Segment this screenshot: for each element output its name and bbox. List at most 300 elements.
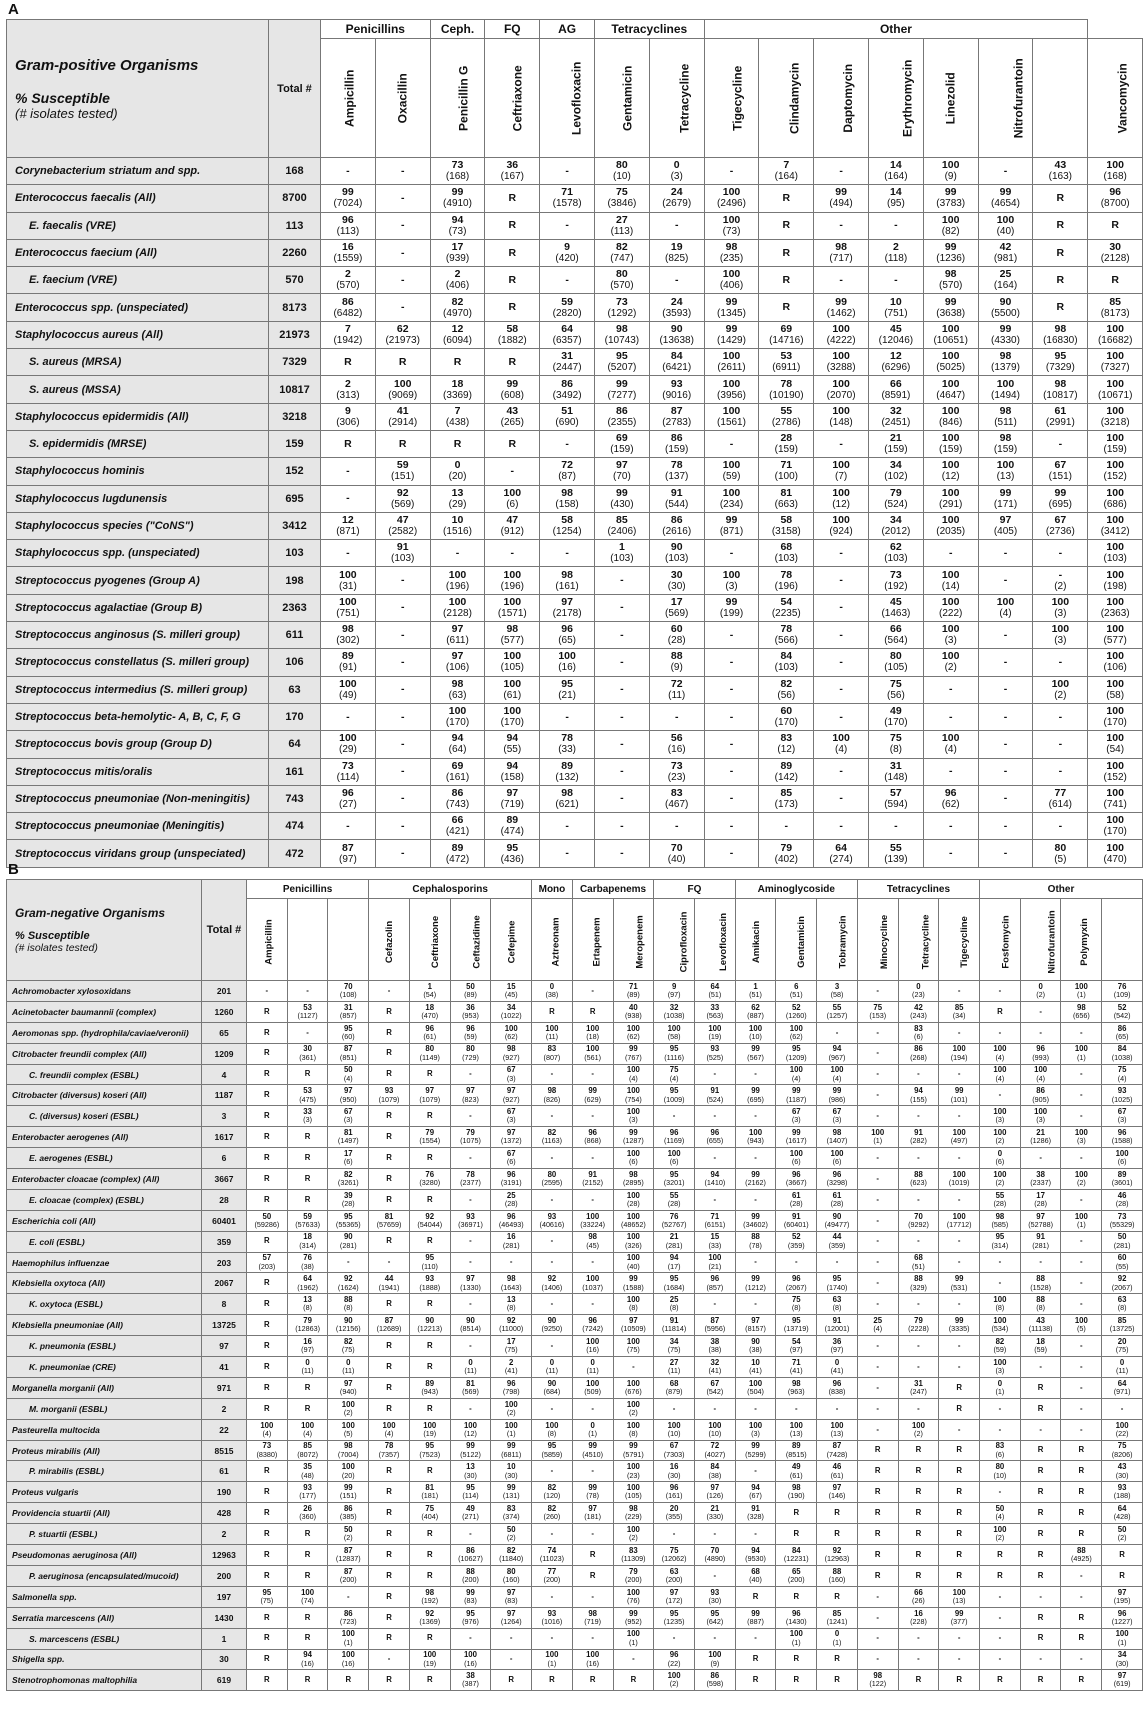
susceptibility-cell — [409, 1461, 450, 1482]
isolates-tested: (8072) — [297, 1449, 318, 1459]
percent-susceptible: 31 — [890, 759, 902, 772]
isolate-total: 190 — [202, 1482, 247, 1503]
susceptibility-cell — [704, 758, 759, 785]
percent-susceptible: R — [304, 1194, 311, 1204]
susceptibility-cell — [450, 1377, 491, 1398]
susceptibility-cell — [328, 1440, 369, 1461]
percent-susceptible: 97 — [506, 1587, 516, 1597]
susceptibility-cell — [776, 1022, 817, 1043]
isolates-tested: (4027) — [704, 1449, 726, 1459]
percent-susceptible: 61 — [791, 1190, 801, 1200]
isolates-tested: (14716) — [769, 334, 804, 346]
susceptibility-cell — [572, 1398, 613, 1419]
susceptibility-cell — [491, 981, 532, 1002]
isolates-tested: (598) — [706, 1679, 724, 1689]
isolates-tested: (76) — [626, 1595, 640, 1605]
percent-susceptible: 79 — [914, 1316, 923, 1326]
percent-susceptible: R — [997, 1006, 1003, 1016]
susceptibility-cell — [898, 1001, 939, 1022]
susceptibility-cell — [450, 1043, 491, 1064]
isolates-tested: (3) — [1036, 1115, 1046, 1125]
susceptibility-cell — [817, 1545, 858, 1566]
isolates-tested: (1286) — [1030, 1136, 1052, 1146]
percent-susceptible: 100 — [722, 486, 741, 499]
susceptibility-cell — [776, 1419, 817, 1440]
percent-susceptible: 50 — [995, 1504, 1005, 1514]
percent-susceptible: - — [957, 1340, 961, 1350]
susceptibility-cell — [572, 981, 613, 1002]
susceptibility-cell — [572, 1085, 613, 1106]
percent-susceptible: 71 — [561, 186, 573, 199]
isolates-tested: (4970) — [443, 307, 472, 319]
susceptibility-cell — [1061, 1001, 1102, 1022]
percent-susceptible: 98 — [832, 1128, 842, 1138]
susceptibility-cell — [491, 1586, 532, 1607]
percent-susceptible: 100 — [260, 1420, 274, 1430]
percent-susceptible: 94 — [451, 213, 464, 226]
susceptibility-cell — [450, 1565, 491, 1586]
antibiotic-class-header-row — [7, 20, 1143, 39]
isolates-tested: (148) — [884, 771, 908, 783]
susceptibility-cell — [654, 1482, 695, 1503]
susceptibility-cell — [654, 1022, 695, 1043]
percent-susceptible: 24 — [670, 186, 683, 199]
isolates-tested: (16830) — [1043, 334, 1078, 346]
percent-susceptible: 96 — [710, 1128, 720, 1138]
susceptibility-cell — [287, 1043, 328, 1064]
isolates-tested: (1962) — [297, 1282, 318, 1292]
antibiotic-name: Vancomycin — [1116, 63, 1130, 134]
percent-susceptible: 83 — [780, 732, 793, 745]
susceptibility-cell — [704, 622, 759, 649]
percent-susceptible: 93 — [710, 1587, 720, 1597]
susceptibility-cell — [328, 1043, 369, 1064]
isolates-tested: (75) — [260, 1595, 274, 1605]
percent-susceptible: 96 — [669, 1128, 679, 1138]
percent-susceptible: 98 — [1054, 377, 1067, 390]
organism-row — [7, 512, 1143, 539]
susceptibility-cell — [869, 185, 924, 212]
percent-susceptible: R — [386, 1570, 392, 1580]
isolates-tested: (1) — [506, 1428, 516, 1438]
antibiotic-header — [613, 899, 654, 981]
susceptibility-cell — [923, 676, 978, 703]
percent-susceptible: R — [426, 1194, 433, 1204]
isolate-total: 1617 — [202, 1127, 247, 1148]
organism-row — [7, 376, 1143, 403]
isolates-tested: (2) — [506, 1407, 516, 1417]
susceptibility-cell — [328, 1148, 369, 1169]
antibiotic-header — [1033, 39, 1088, 158]
susceptibility-cell — [980, 1586, 1021, 1607]
percent-susceptible: 100 — [1051, 623, 1070, 636]
susceptibility-cell — [532, 1064, 573, 1085]
isolates-tested: (8206) — [1111, 1449, 1133, 1459]
susceptibility-cell — [817, 1189, 858, 1210]
susceptibility-cell — [450, 1586, 491, 1607]
percent-susceptible: 31 — [561, 350, 573, 363]
organism-name: Enterococcus faecalis (All) — [7, 185, 269, 212]
isolates-tested: (10817) — [1043, 389, 1078, 401]
susceptibility-cell — [485, 403, 540, 430]
susceptibility-cell — [375, 785, 430, 812]
antibiotic-header — [328, 899, 369, 981]
percent-susceptible: 100 — [558, 650, 576, 663]
organism-row — [7, 813, 1143, 840]
susceptibility-cell — [595, 321, 650, 348]
susceptibility-cell — [817, 1377, 858, 1398]
isolates-tested: (30) — [667, 580, 686, 592]
isolates-tested: (420) — [555, 253, 579, 265]
susceptibility-cell — [247, 1001, 288, 1022]
susceptibility-cell — [923, 758, 978, 785]
percent-susceptible: 84 — [710, 1462, 720, 1472]
susceptibility-cell — [857, 1231, 898, 1252]
susceptibility-cell — [613, 1231, 654, 1252]
susceptibility-cell — [649, 185, 704, 212]
isolates-tested: (629) — [584, 1094, 602, 1104]
percent-susceptible: 96 — [1036, 1044, 1045, 1054]
isolates-tested: (690) — [555, 416, 579, 428]
isolates-tested: (5299) — [745, 1449, 766, 1459]
percent-susceptible: R — [386, 1069, 392, 1079]
percent-susceptible: - — [400, 601, 405, 614]
susceptibility-cell — [776, 1649, 817, 1670]
isolates-tested: (12) — [832, 498, 850, 510]
isolates-tested: (887) — [747, 1010, 764, 1020]
isolates-tested: (4) — [944, 744, 957, 756]
susceptibility-cell — [491, 1670, 532, 1691]
susceptibility-cell — [898, 1607, 939, 1628]
percent-susceptible: - — [998, 1612, 1002, 1622]
percent-susceptible: 100 — [339, 568, 357, 581]
susceptibility-cell — [1088, 813, 1143, 840]
susceptibility-cell — [857, 1565, 898, 1586]
percent-susceptible: - — [957, 1257, 961, 1267]
susceptibility-cell — [654, 981, 695, 1002]
percent-susceptible: 96 — [832, 1378, 842, 1388]
susceptibility-cell — [654, 1565, 695, 1586]
isolates-tested: (663) — [774, 498, 798, 510]
percent-susceptible: 100 — [1106, 732, 1124, 745]
isolate-total: 1 — [202, 1628, 247, 1649]
susceptibility-cell — [654, 1127, 695, 1148]
percent-susceptible: 100 — [722, 377, 741, 390]
percent-susceptible: 99 — [725, 322, 738, 335]
percent-susceptible: 86 — [710, 1671, 720, 1681]
isolates-tested: (7327) — [1100, 362, 1130, 374]
percent-susceptible: 69 — [780, 322, 793, 335]
organism-row — [7, 1398, 1143, 1419]
isolates-tested: (170) — [884, 717, 908, 729]
susceptibility-cell — [532, 1043, 573, 1064]
percent-susceptible: 100 — [586, 1650, 600, 1660]
isolates-tested: (170) — [1103, 826, 1127, 838]
antibiotic-class-header: Other — [704, 20, 1088, 39]
percent-susceptible: 80 — [547, 1169, 557, 1179]
percent-susceptible: 100 — [626, 1023, 640, 1033]
susceptibility-cell — [869, 430, 924, 457]
isolates-tested: (131) — [502, 1491, 520, 1501]
percent-susceptible: 91 — [588, 1169, 597, 1179]
percent-susceptible: R — [304, 1528, 311, 1538]
isolates-tested: (95) — [887, 198, 905, 210]
susceptibility-cell — [654, 1440, 695, 1461]
susceptibility-cell — [595, 158, 650, 185]
susceptibility-cell — [817, 1565, 858, 1586]
susceptibility-cell — [572, 1586, 613, 1607]
susceptibility-cell — [540, 540, 595, 567]
percent-susceptible: 99 — [616, 486, 628, 499]
susceptibility-cell — [776, 1461, 817, 1482]
percent-susceptible: 99 — [466, 1587, 475, 1597]
susceptibility-cell — [898, 1169, 939, 1190]
percent-susceptible: R — [264, 1006, 270, 1016]
percent-susceptible: 99 — [343, 1483, 353, 1493]
percent-susceptible: 36 — [466, 1002, 475, 1012]
susceptibility-cell — [491, 1043, 532, 1064]
percent-susceptible: R — [344, 355, 352, 368]
susceptibility-cell — [980, 1461, 1021, 1482]
isolates-tested: (105) — [624, 1491, 642, 1501]
susceptibility-cell — [939, 1357, 980, 1378]
percent-susceptible: 100 — [789, 1023, 803, 1033]
percent-susceptible: R — [264, 1403, 270, 1413]
susceptibility-cell — [1061, 1043, 1102, 1064]
isolates-tested: (2) — [1117, 1533, 1127, 1543]
susceptibility-cell — [532, 1022, 573, 1043]
antibiotic-name: Aztreonam — [550, 916, 562, 967]
percent-susceptible: 15 — [506, 981, 516, 991]
percent-susceptible: R — [426, 1361, 433, 1371]
susceptibility-cell — [1033, 349, 1088, 376]
isolates-tested: (243) — [910, 1010, 927, 1020]
percent-susceptible: - — [565, 710, 569, 723]
susceptibility-cell — [613, 1336, 654, 1357]
susceptibility-cell — [287, 1607, 328, 1628]
susceptibility-cell — [759, 239, 814, 266]
percent-susceptible: - — [347, 1257, 350, 1267]
percent-susceptible: 96 — [506, 1378, 516, 1388]
isolates-tested: (10671) — [1097, 389, 1133, 401]
antibiotic-class-header: AG — [540, 20, 595, 39]
isolates-tested: (103) — [774, 553, 798, 565]
isolates-tested: (12062) — [661, 1554, 687, 1564]
percent-susceptible: 100 — [996, 377, 1015, 390]
percent-susceptible: R — [1078, 1528, 1085, 1538]
percent-susceptible: 59 — [396, 459, 409, 472]
percent-susceptible: - — [1080, 1361, 1083, 1371]
percent-susceptible: 76 — [1117, 981, 1127, 991]
percent-susceptible: 87 — [384, 1316, 394, 1326]
susceptibility-cell — [776, 1001, 817, 1022]
percent-susceptible: 87 — [343, 1566, 353, 1576]
percent-susceptible: 99 — [832, 1086, 842, 1096]
isolates-tested: (102) — [884, 471, 908, 483]
isolates-tested: (1462) — [826, 307, 856, 319]
isolates-tested: (1) — [791, 1637, 801, 1647]
percent-susceptible: 89 — [506, 814, 519, 827]
percent-susceptible: - — [1003, 655, 1008, 668]
isolate-total: 2 — [202, 1524, 247, 1545]
isolates-tested: (40) — [749, 1575, 762, 1585]
susceptibility-cell — [654, 1106, 695, 1127]
isolates-tested: (155) — [910, 1094, 927, 1104]
antibiotic-header — [409, 899, 450, 981]
percent-susceptible: 73 — [1117, 1211, 1127, 1221]
percent-susceptible: 88 — [343, 1295, 353, 1305]
susceptibility-cell — [450, 1524, 491, 1545]
percent-susceptible: - — [835, 1257, 839, 1267]
percent-susceptible: 28 — [780, 432, 793, 445]
susceptibility-cell — [247, 1670, 288, 1691]
susceptibility-cell — [1088, 594, 1143, 621]
percent-susceptible: R — [782, 219, 791, 232]
percent-susceptible: - — [1058, 437, 1063, 450]
percent-susceptible: 99 — [342, 186, 354, 199]
organism-row — [7, 294, 1143, 321]
susceptibility-cell — [1088, 676, 1143, 703]
susceptibility-cell — [540, 430, 595, 457]
isolates-tested: (5859) — [541, 1449, 563, 1459]
isolates-tested: (2) — [944, 662, 957, 674]
susceptibility-cell — [450, 1064, 491, 1085]
susceptibility-cell — [321, 622, 376, 649]
susceptibility-cell — [1020, 1148, 1061, 1169]
percent-susceptible: - — [1080, 1654, 1083, 1664]
susceptibility-cell — [409, 1357, 450, 1378]
susceptibility-cell — [759, 676, 814, 703]
isolates-tested: (97) — [830, 1345, 844, 1355]
percent-susceptible: - — [591, 1528, 594, 1538]
percent-susceptible: - — [917, 1654, 920, 1664]
susceptibility-cell — [287, 1085, 328, 1106]
susceptibility-cell — [287, 1189, 328, 1210]
susceptibility-cell — [375, 158, 430, 185]
percent-susceptible: - — [754, 1194, 757, 1204]
susceptibility-cell — [978, 731, 1033, 758]
susceptibility-cell — [898, 1273, 939, 1294]
susceptibility-cell — [485, 703, 540, 730]
percent-susceptible: R — [997, 1570, 1003, 1580]
percent-susceptible: 53 — [303, 1002, 312, 1012]
susceptibility-cell — [450, 1398, 491, 1419]
susceptibility-cell — [776, 1064, 817, 1085]
susceptibility-cell — [1061, 1398, 1102, 1419]
antibiotic-header — [1061, 899, 1102, 981]
organism-row — [7, 622, 1143, 649]
isolates-tested: (2) — [1076, 1178, 1086, 1188]
percent-susceptible: 9 — [671, 981, 677, 991]
susceptibility-cell — [814, 267, 869, 294]
susceptibility-cell — [898, 1127, 939, 1148]
susceptibility-cell — [869, 703, 924, 730]
percent-susceptible: 88 — [914, 1169, 923, 1179]
percent-susceptible: - — [754, 1111, 757, 1121]
isolates-tested: (2595) — [541, 1178, 563, 1188]
percent-susceptible: - — [1080, 1090, 1083, 1100]
susceptibility-cell — [572, 1252, 613, 1273]
isolates-tested: (4) — [628, 1073, 638, 1083]
isolates-tested: (198) — [1103, 580, 1127, 592]
susceptibility-cell — [247, 1503, 288, 1524]
isolates-tested: (3667) — [785, 1178, 807, 1188]
organism-row — [7, 1022, 1143, 1043]
susceptibility-cell — [898, 981, 939, 1002]
percent-susceptible: 78 — [780, 377, 793, 390]
susceptibility-cell — [540, 267, 595, 294]
percent-susceptible: 100 — [1106, 432, 1124, 445]
susceptibility-cell — [735, 1001, 776, 1022]
isolates-tested: (1016) — [541, 1616, 563, 1626]
antibiotic-name: Tobramycin — [837, 914, 849, 969]
susceptibility-cell — [923, 239, 978, 266]
isolates-tested: (385) — [339, 1512, 357, 1522]
susceptibility-cell — [409, 1085, 450, 1106]
percent-susceptible: - — [876, 1173, 880, 1183]
percent-susceptible: R — [304, 1132, 311, 1142]
susceptibility-cell — [287, 1628, 328, 1649]
isolates-tested: (195) — [1113, 1595, 1131, 1605]
isolates-tested: (5122) — [460, 1449, 481, 1459]
susceptibility-cell — [898, 1085, 939, 1106]
susceptibility-cell — [485, 785, 540, 812]
susceptibility-cell — [898, 1545, 939, 1566]
susceptibility-cell — [939, 1148, 980, 1169]
isolates-tested: (91) — [339, 662, 357, 674]
susceptibility-cell — [1020, 1085, 1061, 1106]
percent-susceptible: - — [998, 1591, 1002, 1601]
susceptibility-cell — [450, 1231, 491, 1252]
susceptibility-cell — [247, 1189, 288, 1210]
percent-susceptible: 75 — [791, 1295, 801, 1305]
susceptibility-cell — [369, 1043, 410, 1064]
percent-susceptible: R — [915, 1549, 922, 1559]
percent-susceptible: R — [426, 1403, 433, 1413]
isolates-tested: (28) — [626, 1199, 640, 1208]
percent-susceptible: 100 — [626, 1462, 640, 1472]
percent-susceptible: - — [1080, 1403, 1083, 1413]
isolate-total: 4 — [202, 1064, 247, 1085]
percent-susceptible: - — [591, 1466, 594, 1476]
isolates-tested: (655) — [706, 1136, 724, 1146]
percent-susceptible: 100 — [545, 1023, 559, 1033]
susceptibility-cell — [869, 239, 924, 266]
isolates-tested: (70) — [613, 471, 631, 483]
isolates-tested: (1037) — [582, 1282, 604, 1292]
percent-susceptible: 87 — [342, 841, 354, 854]
susceptibility-cell — [375, 376, 430, 403]
isolates-tested: (30) — [1115, 1470, 1129, 1480]
susceptibility-cell — [328, 1169, 369, 1190]
susceptibility-cell — [1033, 676, 1088, 703]
isolates-tested: (65) — [558, 635, 576, 647]
susceptibility-cell — [649, 267, 704, 294]
isolates-tested: (10651) — [933, 334, 968, 346]
header-corner — [7, 20, 269, 158]
percent-susceptible: 50 — [1117, 1232, 1127, 1242]
percent-susceptible: - — [400, 219, 405, 232]
susceptibility-cell — [654, 1670, 695, 1691]
susceptibility-cell — [369, 1315, 410, 1336]
susceptibility-cell — [485, 512, 540, 539]
percent-susceptible: 55 — [995, 1190, 1005, 1200]
percent-susceptible: 100 — [993, 1357, 1007, 1367]
susceptibility-cell — [409, 1252, 450, 1273]
percent-susceptible: 41 — [396, 404, 409, 417]
percent-susceptible: 34 — [890, 459, 902, 472]
percent-susceptible: R — [386, 1528, 392, 1538]
